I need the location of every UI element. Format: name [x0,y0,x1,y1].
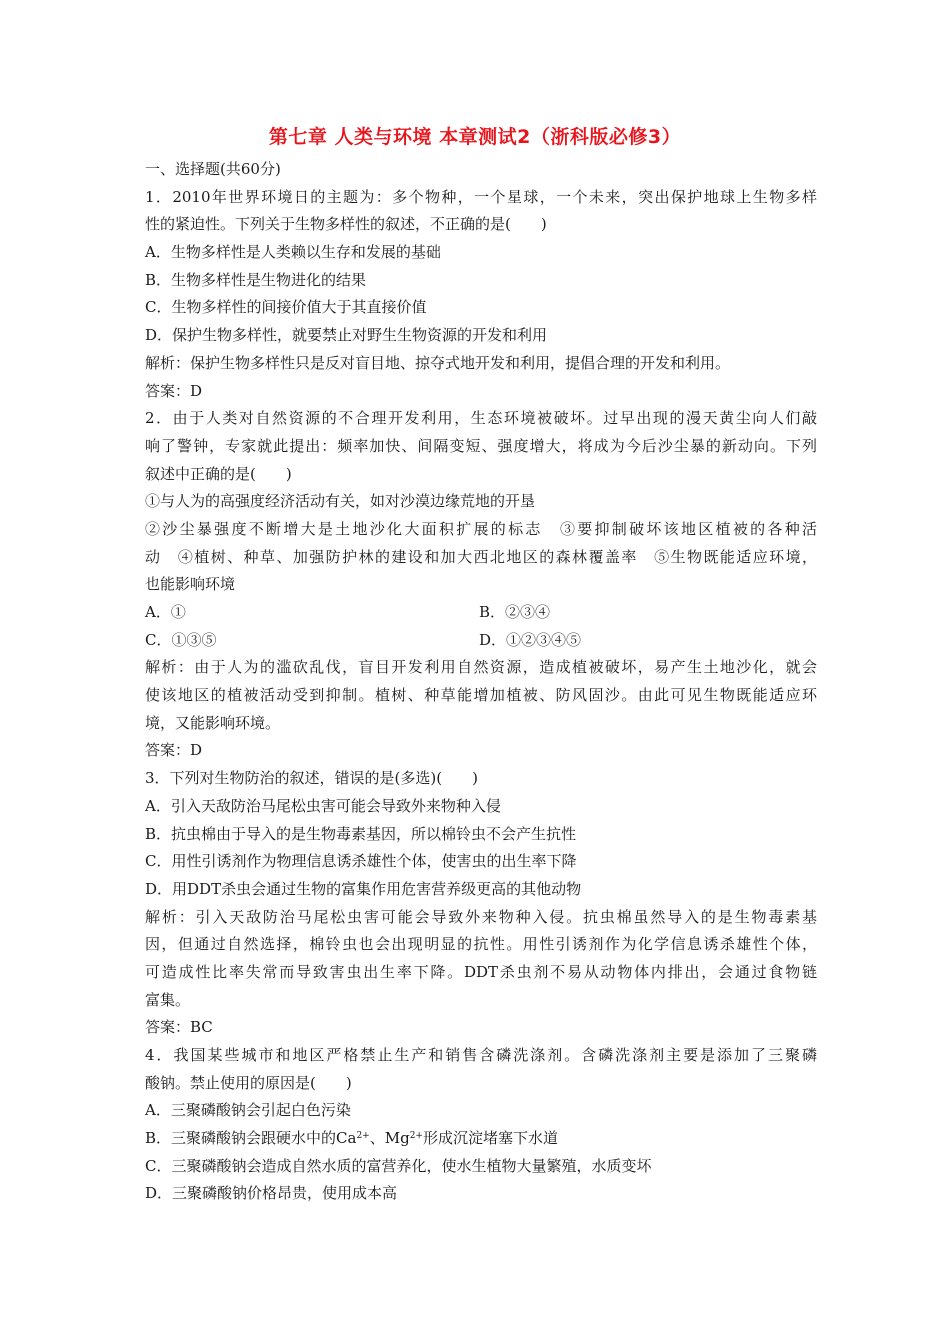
option-c: C．用性引诱剂作为物理信息诱杀雄性个体，使害虫的出生率下降 [145,852,577,871]
answer: 答案：BC [145,1018,213,1037]
analysis-line: 境，又能影响环境。 [145,713,281,732]
analysis-line: 富集。 [145,990,191,1009]
option-c: C．三聚磷酸钠会造成自然水质的富营养化，使水生植物大量繁殖，水质变坏 [145,1156,652,1175]
option-c: C．①③⑤ [145,630,217,649]
analysis-line: 可造成性比率失常而导致害虫出生率下降。DDT杀虫剂不易从动物体内排出，会通过食物链 [145,962,817,981]
analysis-line: 使该地区的植被活动受到抑制。植树、种草能增加植被、防风固沙。由此可见生物既能适应环 [145,686,817,705]
question-3 [145,765,817,1042]
question-stem-line: 酸钠。禁止使用的原因是( ) [145,1073,352,1092]
analysis-line: 解析：保护生物多样性只是反对盲目地、掠夺式地开发和利用，提倡合理的开发和利用。 [145,353,731,372]
statement-line: 动 ④植树、种草、加强防护林的建设和加大西北地区的森林覆盖率 ⑤生物既能适应环境， [145,547,817,566]
question-stem-line: 1．2010年世界环境日的主题为：多个物种，一个星球，一个未来，突出保护地球上生物多样 [145,187,817,206]
question-stem-line: 性的紧迫性。下列关于生物多样性的叙述，不正确的是( ) [145,215,547,234]
document-title: 第七章 人类与环境 本章测试2（浙科版必修3） [268,126,682,148]
question-1 [145,184,817,406]
analysis-line: 解析：引入天敌防治马尾松虫害可能会导致外来物种入侵。抗虫棉虽然导入的是生物毒素基 [145,907,817,926]
option-b [145,1125,817,1153]
question-stem-line: 叙述中正确的是( ) [145,464,292,483]
question-4 [145,1042,817,1208]
option-row [145,599,817,627]
question-stem-line: 4．我国某些城市和地区严格禁止生产和销售含磷洗涤剂。含磷洗涤剂主要是添加了三聚磷 [145,1046,817,1064]
statement-line: ①与人为的高强度经济活动有关，如对沙漠边缘荒地的开垦 [145,492,536,511]
option-d: D．用DDT杀虫会通过生物的富集作用危害营养级更高的其他动物 [145,879,582,898]
analysis-line: 解析：由于人为的滥砍乱伐，盲目开发利用自然资源，造成植被破坏，易产生土地沙化，就会 [145,658,817,677]
option-a: A．引入天敌防治马尾松虫害可能会导致外来物种入侵 [145,796,501,815]
option-b: B．②③④ [479,603,551,621]
ion-charge: 2+ [409,1131,423,1142]
option-d: D．三聚磷酸钠价格昂贵，使用成本高 [145,1184,398,1203]
option-d: D．①②③④⑤ [479,630,582,649]
option-a: A．生物多样性是人类赖以生存和发展的基础 [145,243,441,262]
option-row [145,627,817,655]
option-a: A．① [145,603,186,621]
answer: 答案：D [145,381,203,400]
option-b-text: 、Mg [369,1129,410,1148]
analysis-line: 因，但通过自然选择，棉铃虫也会出现明显的抗性。用性引诱剂作为化学信息诱杀雄性个体， [145,935,817,954]
option-c: C．生物多样性的间接价值大于其直接价值 [145,298,427,317]
answer: 答案：D [145,741,203,760]
question-stem-line: 2．由于人类对自然资源的不合理开发利用，生态环境被破坏。过早出现的漫天黄尘向人们敲 [145,409,817,428]
option-d: D．保护生物多样性，就要禁止对野生生物资源的开发和利用 [145,326,548,345]
question-stem-line: 3．下列对生物防治的叙述，错误的是(多选)( ) [145,769,478,788]
ion-charge: 2+ [356,1131,370,1142]
document-body [145,156,817,1208]
question-2 [145,405,817,765]
option-b-text: 形成沉淀堵塞下水道 [422,1129,558,1148]
option-b: B．生物多样性是生物进化的结果 [145,270,367,289]
option-a: A．三聚磷酸钠会引起白色污染 [145,1101,351,1120]
statement-line: ②沙尘暴强度不断增大是土地沙化大面积扩展的标志 ③要抑制破坏该地区植被的各种活 [145,519,817,538]
option-b: B．抗虫棉由于导入的是生物毒素基因，所以棉铃虫不会产生抗性 [145,824,577,843]
statement-line: 也能影响环境 [145,575,236,594]
option-b-text: B．三聚磷酸钠会跟硬水中的Ca [145,1129,357,1148]
question-stem-line: 响了警钟，专家就此提出：频率加快、间隔变短、强度增大，将成为今后沙尘暴的新动向。下列 [145,436,817,455]
section-heading: 一、选择题(共60分) [145,160,281,178]
